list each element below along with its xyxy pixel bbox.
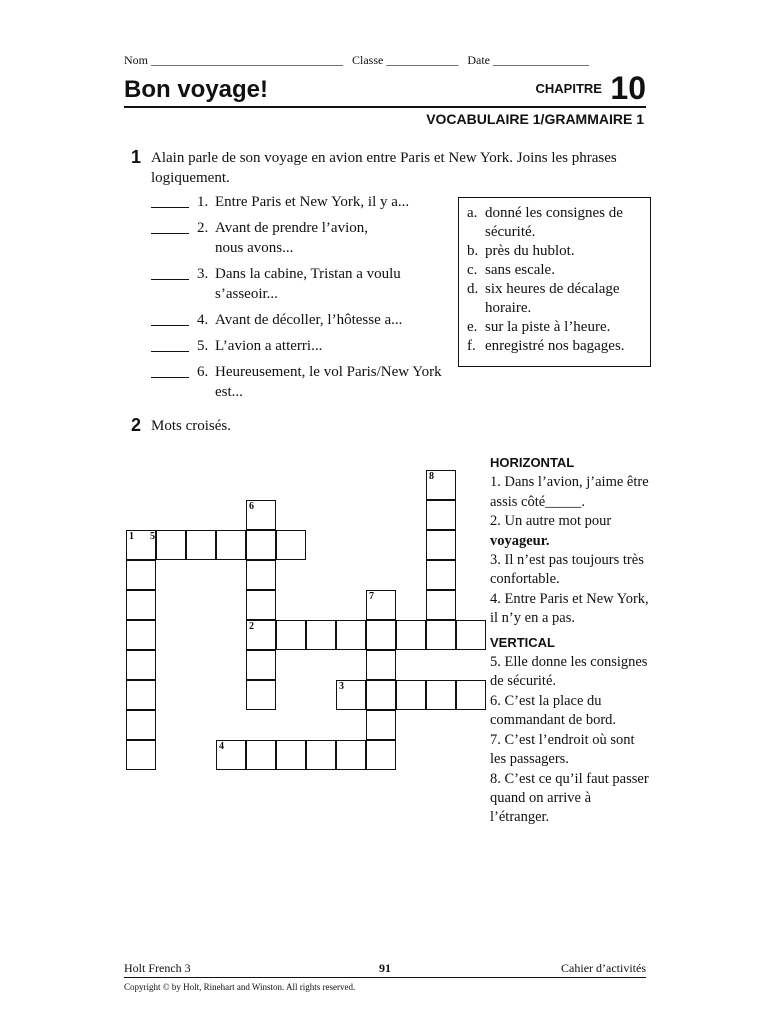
activity-2-instruction: Mots croisés. [151, 418, 231, 434]
item-number: 4. [197, 312, 209, 328]
answer-choice [467, 261, 642, 280]
answer-choice [467, 242, 642, 261]
crossword-cell[interactable] [246, 590, 276, 620]
choice-text: près du hublot. [485, 243, 575, 259]
crossword-cell[interactable] [426, 590, 456, 620]
clue-h3: 3. Il n’est pas toujours très confortable. [490, 552, 644, 588]
answer-blank[interactable] [151, 264, 189, 280]
clue-number-3: 3 [339, 681, 344, 692]
choice-letter: c. [467, 262, 478, 278]
answer-blank[interactable] [151, 336, 189, 352]
clue-number-7: 7 [369, 591, 374, 602]
crossword-cell[interactable] [396, 680, 426, 710]
item-text: Entre Paris et New York, il y a... [215, 194, 410, 210]
clue-number-2: 2 [249, 621, 254, 632]
page-title: Bon voyage! [124, 76, 269, 103]
clue-h2 [490, 512, 650, 551]
item-number: 5. [197, 338, 209, 354]
crossword-cell[interactable] [306, 620, 336, 650]
clue-h2-text: 2. Un autre mot pour [490, 513, 612, 530]
crossword-cell[interactable] [246, 530, 276, 560]
crossword-cell[interactable] [216, 530, 246, 560]
crossword-cell[interactable] [366, 740, 396, 770]
crossword-cell[interactable] [246, 680, 276, 710]
item-text: Heureusement, le vol Paris/New York est... [215, 364, 442, 400]
item-number: 6. [197, 364, 209, 380]
clue-v7: 7. C’est l’endroit où sont les passagers. [490, 731, 635, 768]
matching-items [151, 192, 451, 408]
date-field[interactable]: Date ________________ [467, 53, 589, 67]
crossword-cell[interactable] [366, 710, 396, 740]
item-text: Dans la cabine, Tristan a voulu s’asseoir... [215, 266, 401, 302]
activity-2-number: 2 [131, 415, 142, 435]
clue-number-6: 6 [249, 501, 254, 512]
crossword-cell[interactable] [126, 560, 156, 590]
crossword-cell[interactable] [426, 680, 456, 710]
crossword-cell[interactable] [456, 680, 486, 710]
footer-book-title: Holt French 3 [124, 961, 191, 975]
item-text: L’avion a atterri... [215, 338, 323, 354]
chapter-number: 10 [610, 70, 646, 106]
footer-workbook: Cahier d’activités [561, 961, 646, 975]
crossword-cell[interactable] [156, 530, 186, 560]
student-info-line [124, 53, 595, 68]
crossword-cell[interactable] [426, 530, 456, 560]
clue-v5: 5. Elle donne les consignes de sécurité. [490, 654, 648, 690]
chapter-label [536, 70, 647, 107]
item-text: Avant de prendre l’avion, nous avons... [215, 220, 368, 256]
matching-item [151, 336, 451, 356]
matching-item [151, 264, 451, 304]
choice-text: enregistré nos bagages. [485, 338, 625, 354]
clue-h4: 4. Entre Paris et New York, il n’y en a pas. [490, 590, 649, 627]
crossword-cell[interactable] [456, 620, 486, 650]
crossword-cell[interactable] [426, 500, 456, 530]
crossword-cell[interactable] [426, 560, 456, 590]
crossword-cell[interactable] [396, 620, 426, 650]
page-number: 91 [379, 961, 391, 975]
choice-text: sur la piste à l’heure. [485, 319, 611, 335]
crossword-cell[interactable] [246, 650, 276, 680]
crossword-cell[interactable] [366, 650, 396, 680]
item-text: Avant de décoller, l’hôtesse a... [215, 312, 403, 328]
crossword-cell[interactable] [126, 620, 156, 650]
clue-number-4: 4 [219, 741, 224, 752]
clue-number-1: 1 [129, 531, 134, 542]
answer-choice [467, 337, 642, 356]
crossword-cell[interactable] [126, 590, 156, 620]
answer-choice [467, 204, 642, 242]
crossword-cell[interactable] [246, 740, 276, 770]
matching-item [151, 310, 451, 330]
choice-letter: e. [467, 319, 478, 335]
horizontal-heading: HORIZONTAL [490, 455, 575, 470]
answer-blank[interactable] [151, 310, 189, 326]
chapter-word: CHAPITRE [535, 81, 602, 96]
choice-letter: d. [467, 281, 479, 297]
crossword-cell[interactable] [126, 710, 156, 740]
answer-choices-box [458, 197, 651, 367]
crossword-cell[interactable] [336, 620, 366, 650]
crossword-cell[interactable] [126, 680, 156, 710]
item-number: 1. [197, 194, 209, 210]
crossword-cell[interactable] [336, 740, 366, 770]
answer-choice [467, 318, 642, 337]
clue-v8: 8. C’est ce qu’il faut passer quand on arrive à l’étranger. [490, 770, 649, 826]
crossword-cell[interactable] [276, 530, 306, 560]
section-label: VOCABULAIRE 1/GRAMMAIRE 1 [426, 111, 644, 127]
answer-blank[interactable] [151, 218, 189, 234]
answer-blank[interactable] [151, 362, 189, 378]
choice-text: six heures de décalage horaire. [485, 281, 620, 316]
matching-item [151, 218, 451, 258]
choice-letter: b. [467, 243, 479, 259]
name-field[interactable]: Nom ________________________________ [124, 53, 343, 67]
choice-text: donné les consignes de sécurité. [485, 205, 623, 240]
crossword-cell[interactable] [366, 680, 396, 710]
crossword-cell[interactable] [276, 740, 306, 770]
crossword-cell[interactable] [126, 740, 156, 770]
clue-v6: 6. C’est la place du commandant de bord. [490, 692, 617, 729]
crossword-cell[interactable] [186, 530, 216, 560]
copyright: Copyright © by Holt, Rinehart and Winston. All rights reserved. [124, 982, 356, 992]
matching-item [151, 192, 451, 212]
activity-1-number: 1 [131, 147, 142, 167]
crossword-cell[interactable] [366, 620, 396, 650]
answer-blank[interactable] [151, 192, 189, 208]
choice-letter: f. [467, 338, 476, 354]
crossword-cell[interactable] [306, 740, 336, 770]
title-divider [124, 106, 646, 108]
vertical-heading: VERTICAL [490, 634, 555, 650]
clue-h1: 1. Dans l’avion, j’aime être assis côté_____. [490, 474, 649, 510]
footer-divider [124, 977, 646, 978]
activity-1-instruction: Alain parle de son voyage en avion entre Paris et New York. Joins les phrases logiquement. [151, 150, 617, 186]
crossword-cell[interactable] [426, 620, 456, 650]
item-number: 2. [197, 220, 209, 236]
clue-number-8: 8 [429, 471, 434, 482]
answer-choice [467, 280, 642, 318]
matching-item [151, 362, 451, 402]
crossword-cell[interactable] [126, 650, 156, 680]
clue-number-5: 5 [150, 531, 155, 542]
crossword-clues [490, 451, 650, 828]
choice-letter: a. [467, 205, 478, 221]
crossword-cell[interactable] [246, 560, 276, 590]
choice-text: sans escale. [485, 262, 555, 278]
class-field[interactable]: Classe ____________ [352, 53, 459, 67]
clue-h2-bold: voyageur. [490, 532, 550, 549]
crossword-cell[interactable] [276, 620, 306, 650]
item-number: 3. [197, 266, 209, 282]
